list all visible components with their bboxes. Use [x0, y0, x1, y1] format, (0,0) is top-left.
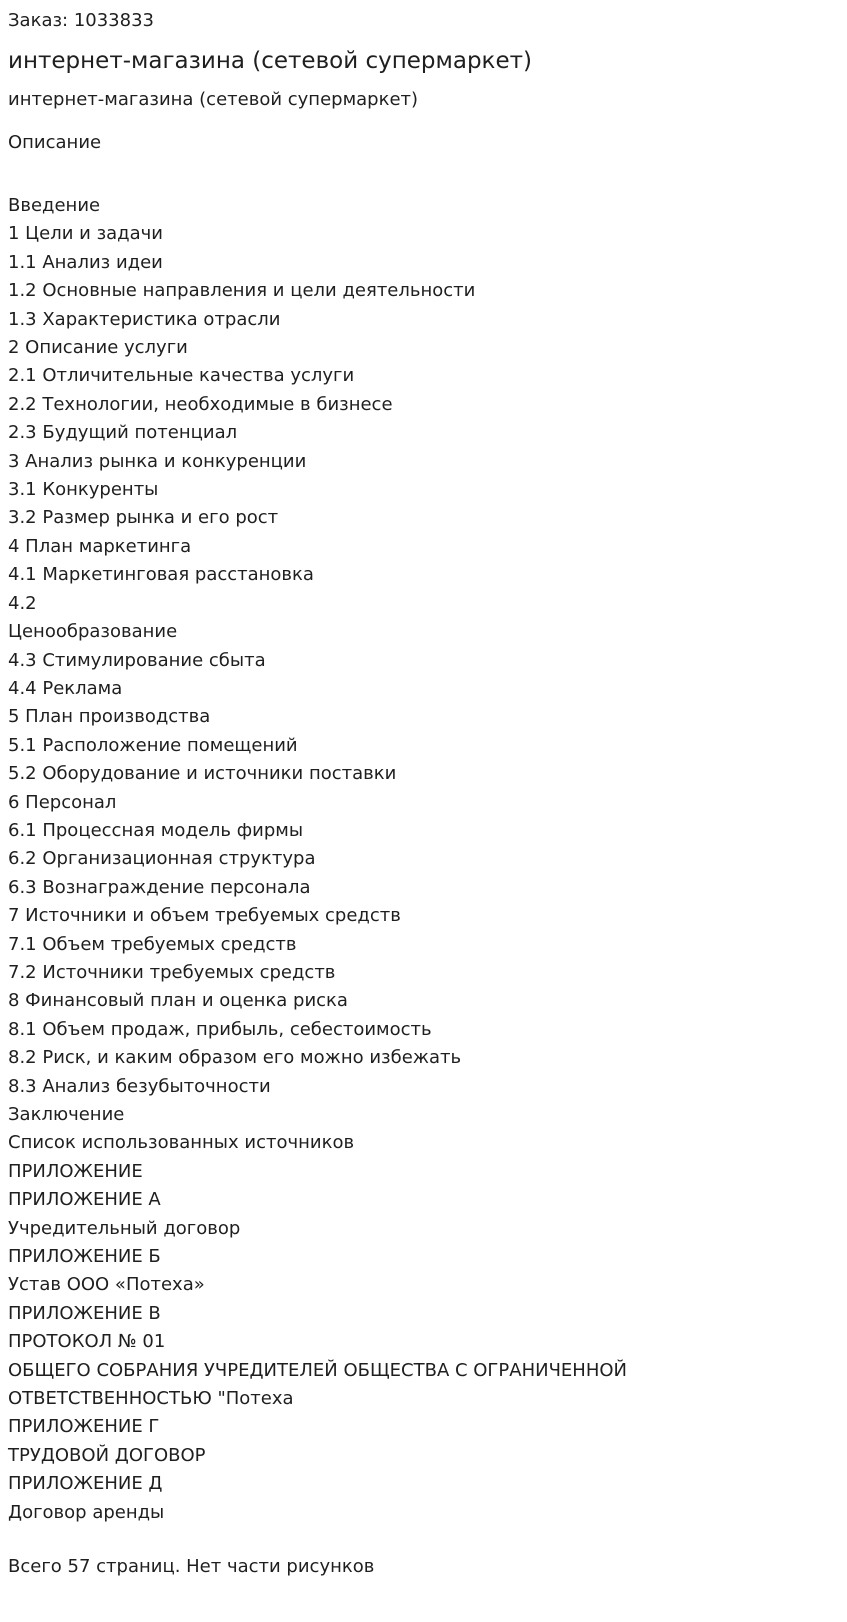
description-heading: Описание: [8, 132, 102, 153]
toc-item: 2.2 Технологии, необходимые в бизнесе: [8, 393, 393, 415]
toc-item: 6.2 Организационная структура: [8, 848, 316, 870]
toc-item: Заключение: [8, 1104, 125, 1125]
toc-item: 1.1 Анализ идеи: [8, 251, 163, 273]
toc-item: 7 Источники и объем требуемых средств: [8, 905, 401, 927]
toc-item: ПРИЛОЖЕНИЕ Б: [8, 1246, 161, 1268]
toc-item: 5.1 Расположение помещений: [8, 734, 298, 756]
toc-item: 3 Анализ рынка и конкуренции: [8, 450, 307, 472]
toc-item: 1.3 Характеристика отрасли: [8, 308, 281, 330]
toc-item: Ценообразование: [8, 621, 178, 643]
page-title: интернет-магазина (сетевой супермаркет): [8, 48, 532, 74]
toc-item: 4.4 Реклама: [8, 677, 123, 699]
toc-item: 6.3 Вознаграждение персонала: [8, 876, 311, 898]
toc-item: 6 Персонал: [8, 791, 117, 813]
toc-item: 2.3 Будущий потенциал: [8, 422, 238, 444]
toc-item: 8.2 Риск, и каким образом его можно избежать: [8, 1047, 462, 1069]
toc-item: 1.2 Основные направления и цели деятельности: [8, 280, 476, 302]
toc-item: ПРИЛОЖЕНИЕ Д: [8, 1473, 163, 1495]
toc-item: Учредительный договор: [8, 1217, 241, 1239]
toc-item: Список использованных источников: [8, 1132, 355, 1154]
toc-item: 2 Описание услуги: [8, 337, 188, 359]
toc-item: 4.3 Стимулирование сбыта: [8, 649, 266, 671]
table-of-contents: [8, 192, 627, 1527]
toc-item: 7.2 Источники требуемых средств: [8, 961, 336, 983]
page-subtitle: интернет-магазина (сетевой супермаркет): [8, 89, 419, 110]
order-number: Заказ: 1033833: [8, 10, 154, 31]
toc-item: 3.2 Размер рынка и его рост: [8, 507, 279, 529]
toc-item: ПРИЛОЖЕНИЕ Г: [8, 1416, 160, 1438]
toc-item: 8.3 Анализ безубыточности: [8, 1075, 271, 1097]
toc-item: Договор аренды: [8, 1501, 165, 1523]
toc-item: 8.1 Объем продаж, прибыль, себестоимость: [8, 1018, 432, 1040]
toc-item: 5 План производства: [8, 706, 211, 728]
toc-item: ПРИЛОЖЕНИЕ В: [8, 1302, 161, 1324]
toc-item: ПРИЛОЖЕНИЕ А: [8, 1189, 161, 1211]
toc-item: 4.1 Маркетинговая расстановка: [8, 564, 314, 586]
toc-item: Устав ООО «Потеха»: [8, 1274, 205, 1296]
toc-item: 4 План маркетинга: [8, 535, 192, 557]
toc-item: 6.1 Процессная модель фирмы: [8, 819, 304, 841]
toc-item: 3.1 Конкуренты: [8, 479, 159, 501]
toc-item: ПРОТОКОЛ № 01: [8, 1331, 166, 1353]
toc-item: ПРИЛОЖЕНИЕ: [8, 1160, 143, 1182]
toc-item: ОБЩЕГО СОБРАНИЯ УЧРЕДИТЕЛЕЙ ОБЩЕСТВА С ОГРАНИЧЕННОЙ: [8, 1359, 627, 1381]
toc-item: 8 Финансовый план и оценка риска: [8, 990, 348, 1012]
page-count-note: Всего 57 страниц. Нет части рисунков: [8, 1556, 375, 1577]
toc-item: ОТВЕТСТВЕННОСТЬЮ "Потеха: [8, 1388, 294, 1410]
toc-item: Введение: [8, 195, 101, 216]
toc-item: 1 Цели и задачи: [8, 223, 163, 245]
toc-item: 7.1 Объем требуемых средств: [8, 933, 297, 955]
toc-item: 4.2: [8, 592, 37, 614]
toc-item: ТРУДОВОЙ ДОГОВОР: [8, 1444, 206, 1466]
toc-item: 5.2 Оборудование и источники поставки: [8, 763, 397, 785]
toc-item: 2.1 Отличительные качества услуги: [8, 365, 355, 387]
